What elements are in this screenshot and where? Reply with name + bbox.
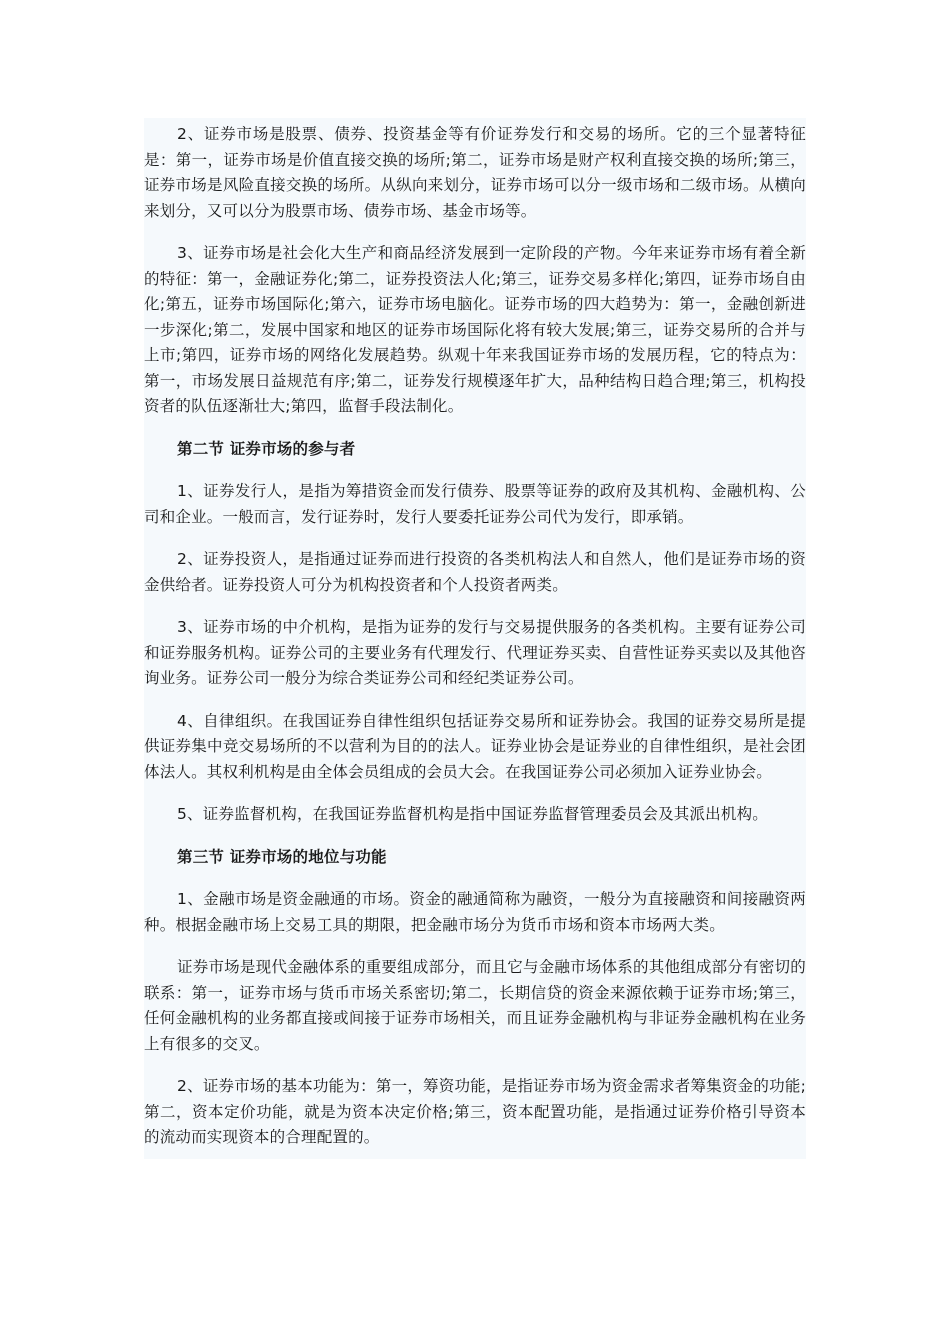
paragraph-financial-market: 1、金融市场是资金融通的市场。资金的融通简称为融资，一般分为直接融资和间接融资两种。根据金融市场上交易工具的期限，把金融市场分为货币市场和资本市场两大类。 [144,890,806,934]
paragraph-self-regulatory: 4、自律组织。在我国证券自律性组织包括证券交易所和证券协会。我国的证券交易所是提供证券集中竞交易场所的不以营利为目的的法人。证券业协会是证券业的自律性组织，是社会团体法人。其权利机构是由全体会员组成的会员大会。在我国证券公司必须加入证券业协会。 [144,711,806,781]
paragraph-basic-functions: 2、证券市场的基本功能为：第一，筹资功能，是指证券市场为资金需求者筹集资金的功能;第二，资本定价功能，就是为资本决定价格;第三，资本配置功能，是指通过证券价格引导资本的流动而实现资本的合理配置的。 [144,1077,806,1146]
document-body [144,118,806,1159]
paragraph-intermediaries: 3、证券市场的中介机构，是指为证券的发行与交易提供服务的各类机构。主要有证券公司和证券服务机构。证券公司的主要业务有代理发行、代理证券买卖、自营性证券买卖以及其他咨询业务。证券公司一般分为综合类证券公司和经纪类证券公司。 [144,618,806,687]
paragraph-market-relations: 证券市场是现代金融体系的重要组成部分，而且它与金融市场体系的其他组成部分有密切的联系：第一，证券市场与货币市场关系密切;第二，长期信贷的资金来源依赖于证券市场;第三，任何金融机构的业务都直接或间接于证券市场相关，而且证券金融机构与非证券金融机构在业务上有很多的交叉。 [144,958,806,1053]
paragraph-market-definition: 2、证券市场是股票、债券、投资基金等有价证券发行和交易的场所。它的三个显著特征是：第一，证券市场是价值直接交换的场所;第二，证券市场是财产权利直接交换的场所;第三，证券市场是风险直接交换的场所。从纵向来划分，证券市场可以分一级市场和二级市场。从横向来划分，又可以分为股票市场、债券市场、基金市场等。 [144,125,806,220]
paragraph-market-features: 3、证券市场是社会化大生产和商品经济发展到一定阶段的产物。今年来证券市场有着全新的特征：第一，金融证券化;第二，证券投资法人化;第三，证券交易多样化;第四，证券市场自由化;第五，证券市场国际化;第六，证券市场电脑化。证券市场的四大趋势为：第一，金融创新进一步深化;第二，发展中国家和地区的证券市场国际化将有较大发展;第三，证券交易所的合并与上市;第四，证券市场的网络化发展趋势。纵观十年来我国证券市场的发展历程，它的特点为：第一，市场发展日益规范有序;第二，证券发行规模逐年扩大，品种结构日趋合理;第三，机构投资者的队伍逐渐壮大;第四，监督手段法制化。 [144,244,806,415]
section-heading-status-function: 第三节 证券市场的地位与功能 [177,847,387,866]
section-heading-participants: 第二节 证券市场的参与者 [177,439,356,458]
paragraph-investors: 2、证券投资人，是指通过证券而进行投资的各类机构法人和自然人，他们是证券市场的资金供给者。证券投资人可分为机构投资者和个人投资者两类。 [144,550,806,594]
paragraph-issuers: 1、证券发行人，是指为筹措资金而发行债券、股票等证券的政府及其机构、金融机构、公司和企业。一般而言，发行证券时，发行人要委托证券公司代为发行，即承销。 [144,482,806,526]
paragraph-regulator: 5、证券监督机构，在我国证券监督机构是指中国证券监督管理委员会及其派出机构。 [177,805,768,823]
